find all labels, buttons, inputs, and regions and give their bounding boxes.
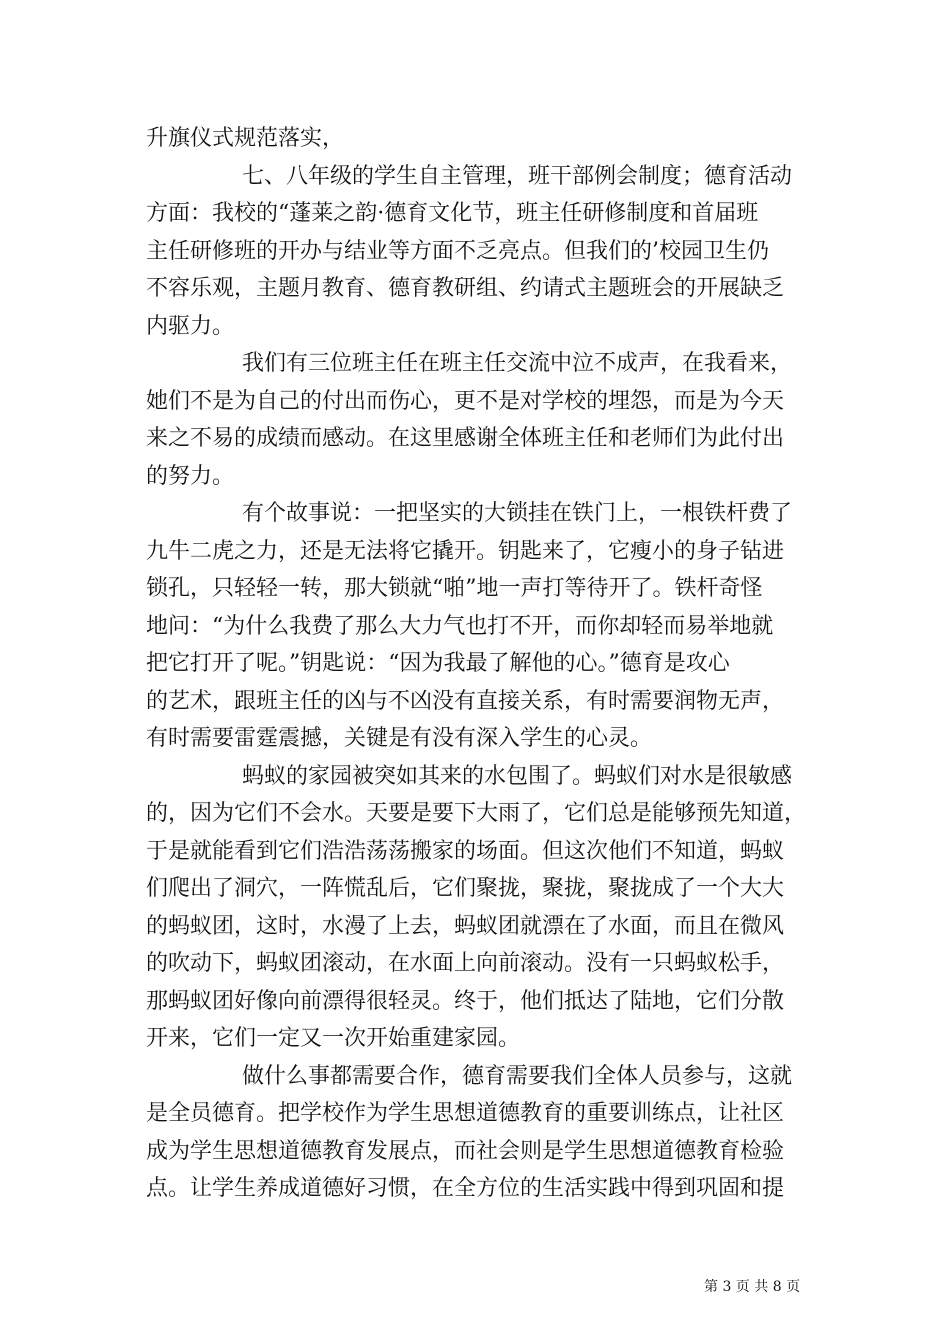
text-line: 我们有三位班主任在班主任交流中泣不成声，在我看来， [242,351,793,376]
text-line: 内驱力。 [146,313,235,339]
text-line: 的吹动下，蚂蚁团滚动，在水面上向前滚动。没有一只蚂蚁松手， [146,951,785,976]
text-line: 的，因为它们不会水。天要是要下大雨了，它们总是能够预先知道， [146,801,807,826]
text-line: 来之不易的成绩而感动。在这里感谢全体班主任和老师们为此付出 [146,426,785,451]
text-line: 她们不是为自己的付出而伤心，更不是对学校的埋怨，而是为今天 [146,388,785,414]
text-line: 把它打开了呢。”钥匙说：“因为我最了解他的心。”德育是攻心 [146,651,730,676]
text-line: 做什么事都需要合作，德育需要我们全体人员参与，这就 [242,1063,793,1089]
text-line: 那蚂蚁团好像向前漂得很轻灵。终于，他们抵达了陆地，它们分散 [146,988,785,1014]
text-line: 主任研修班的开办与结业等方面不乏亮点。但我们的’校园卫生仍 [146,238,769,264]
text-line: 的努力。 [146,463,235,489]
text-line: 的蚂蚁团，这时，水漫了上去，蚂蚁团就漂在了水面，而且在微风 [146,913,785,939]
text-line: 不容乐观，主题月教育、德育教研组、约请式主题班会的开展缺乏 [146,276,785,301]
text-line: 点。让学生养成道德好习惯，在全方位的生活实践中得到巩固和提 [146,1176,785,1201]
text-line: 有时需要雷霆震撼，关键是有没有深入学生的心灵。 [146,726,653,751]
text-line: 于是就能看到它们浩浩荡荡搬家的场面。但这次他们不知道，蚂蚁 [146,838,785,864]
text-line: 开来，它们一定又一次开始重建家园。 [146,1026,521,1051]
page-number-footer: 第 3 页 共 8 页 [704,1279,801,1295]
text-line: 锁孔，只轻轻一转，那大锁就“啪”地一声打等待开了。铁杆奇怪 [146,576,763,601]
text-line: 九牛二虎之力，还是无法将它撬开。钥匙来了，它瘦小的身子钻进 [146,538,785,564]
document-body [146,120,810,1208]
text-line: 是全员德育。把学校作为学生思想道德教育的重要训练点，让社区 [146,1101,785,1126]
text-line: 蚂蚁的家园被突如其来的水包围了。蚂蚁们对水是很敏感 [242,763,793,789]
text-line: 的艺术，跟班主任的凶与不凶没有直接关系，有时需要润物无声， [146,688,785,714]
text-line: 们爬出了洞穴，一阵慌乱后，它们聚拢，聚拢，聚拢成了一个大大 [146,876,785,901]
text-line: 有个故事说：一把坚实的大锁挂在铁门上，一根铁杆费了 [242,501,793,526]
text-line: 成为学生思想道德教育发展点，而社会则是学生思想道德教育检验 [146,1138,785,1164]
text-line: 升旗仪式规范落实， [146,126,345,151]
text-line: 七、八年级的学生自主管理，班干部例会制度；德育活动 [242,163,793,189]
text-line: 方面：我校的“蓬莱之韵·德育文化节，班主任研修制度和首届班 [146,201,759,226]
text-line: 地问：“为什么我费了那么大力气也打不开，而你却轻而易举地就 [146,613,774,639]
